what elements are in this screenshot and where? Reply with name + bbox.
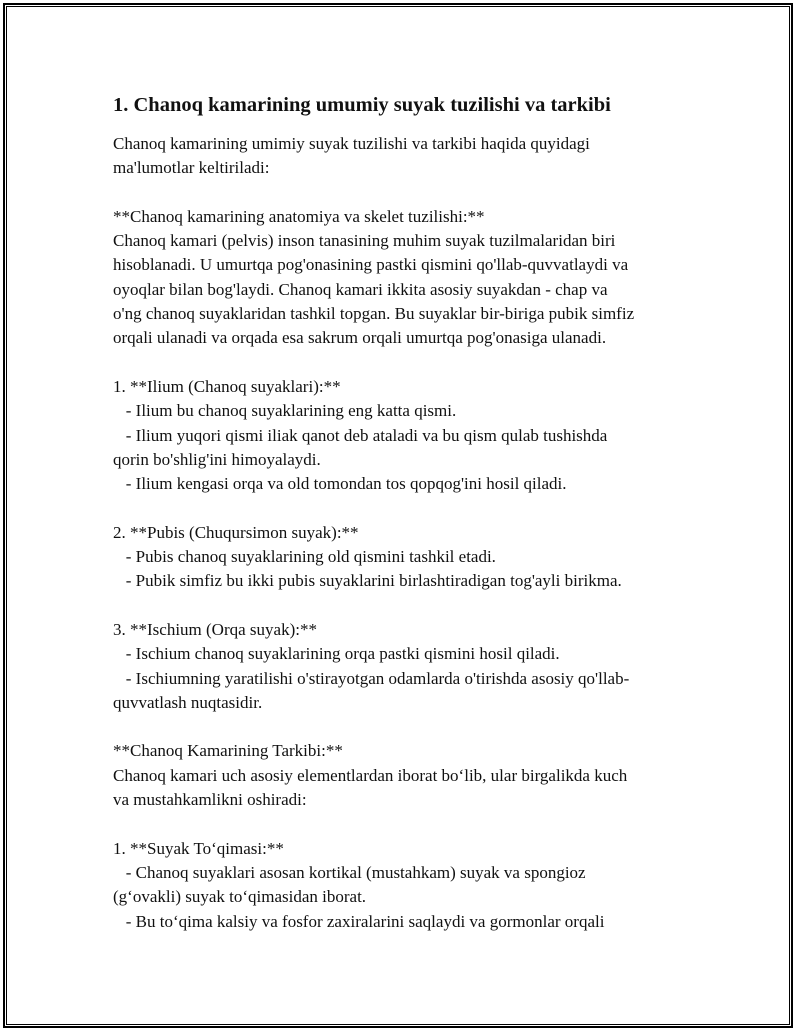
list-heading: 1. **Suyak To‘qimasi:** xyxy=(113,838,284,858)
text-line: o'ng chanoq suyaklaridan tashkil topgan. Bu suyaklar bir-biriga pubik simfiz xyxy=(113,304,635,324)
blank-line xyxy=(113,715,693,739)
list-heading: 3. **Ischium (Orqa suyak):** xyxy=(113,619,317,639)
blank-line xyxy=(113,181,693,205)
text-line: va mustahkamlikni oshiradi: xyxy=(113,790,307,810)
blank-line xyxy=(113,496,693,520)
section-heading: **Chanoq Kamarining Tarkibi:** xyxy=(113,741,343,761)
text-line: Chanoq kamari (pelvis) inson tanasining muhim suyak tuzilmalaridan biri xyxy=(113,231,616,251)
blank-line xyxy=(113,351,693,375)
section-heading: **Chanoq kamarining anatomiya va skelet tuzilishi:** xyxy=(113,206,485,226)
list-item: - Bu to‘qima kalsiy va fosfor zaxiralarini saqlaydi va gormonlar orqali xyxy=(113,911,605,931)
list-item-continuation: (g‘ovakli) suyak to‘qimasidan iborat. xyxy=(113,887,367,907)
text-line: oyoqlar bilan bog'laydi. Chanoq kamari ikkita asosiy suyakdan - chap va xyxy=(113,279,608,299)
list-item: - Ilium yuqori qismi iliak qanot deb ataladi va bu qism qulab tushishda xyxy=(113,425,608,445)
document-body xyxy=(113,92,693,934)
text-line: ma'lumotlar keltiriladi: xyxy=(113,158,270,178)
list-item: - Ischium chanoq suyaklarining orqa pastki qismini hosil qiladi. xyxy=(113,644,560,664)
document-title: 1. Chanoq kamarining umumiy suyak tuzilishi va tarkibi xyxy=(113,94,611,116)
list-item: - Chanoq suyaklari asosan kortikal (mustahkam) suyak va spongioz xyxy=(113,862,586,882)
list-item: - Pubik simfiz bu ikki pubis suyaklarini birlashtiradigan tog'ayli birikma. xyxy=(113,571,622,591)
text-line: Chanoq kamarining umimiy suyak tuzilishi va tarkibi haqida quyidagi xyxy=(113,134,590,153)
text-line: Chanoq kamari uch asosiy elementlardan iborat bo‘lib, ular birgalikda kuch xyxy=(113,765,628,785)
document-text xyxy=(113,132,693,934)
list-item: - Ilium bu chanoq suyaklarining eng katta qismi. xyxy=(113,401,457,421)
list-item: - Pubis chanoq suyaklarining old qismini tashkil etadi. xyxy=(113,547,496,567)
list-item-continuation: qorin bo'shlig'ini himoyalaydi. xyxy=(113,449,321,469)
list-item: - Ilium kengasi orqa va old tomondan tos qopqog'ini hosil qiladi. xyxy=(113,474,567,494)
blank-line xyxy=(113,594,693,618)
text-line: orqali ulanadi va orqada esa sakrum orqali umurtqa pog'onasiga ulanadi. xyxy=(113,328,607,348)
list-heading: 1. **Ilium (Chanoq suyaklari):** xyxy=(113,376,341,396)
blank-line xyxy=(113,812,693,836)
list-item-continuation: quvvatlash nuqtasidir. xyxy=(113,692,263,712)
text-line: hisoblanadi. U umurtqa pog'onasining pastki qismini qo'llab-quvvatlaydi va xyxy=(113,255,629,275)
list-heading: 2. **Pubis (Chuqursimon suyak):** xyxy=(113,522,359,542)
list-item: - Ischiumning yaratilishi o'stirayotgan odamlarda o'tirishda asosiy qo'llab- xyxy=(113,668,630,688)
